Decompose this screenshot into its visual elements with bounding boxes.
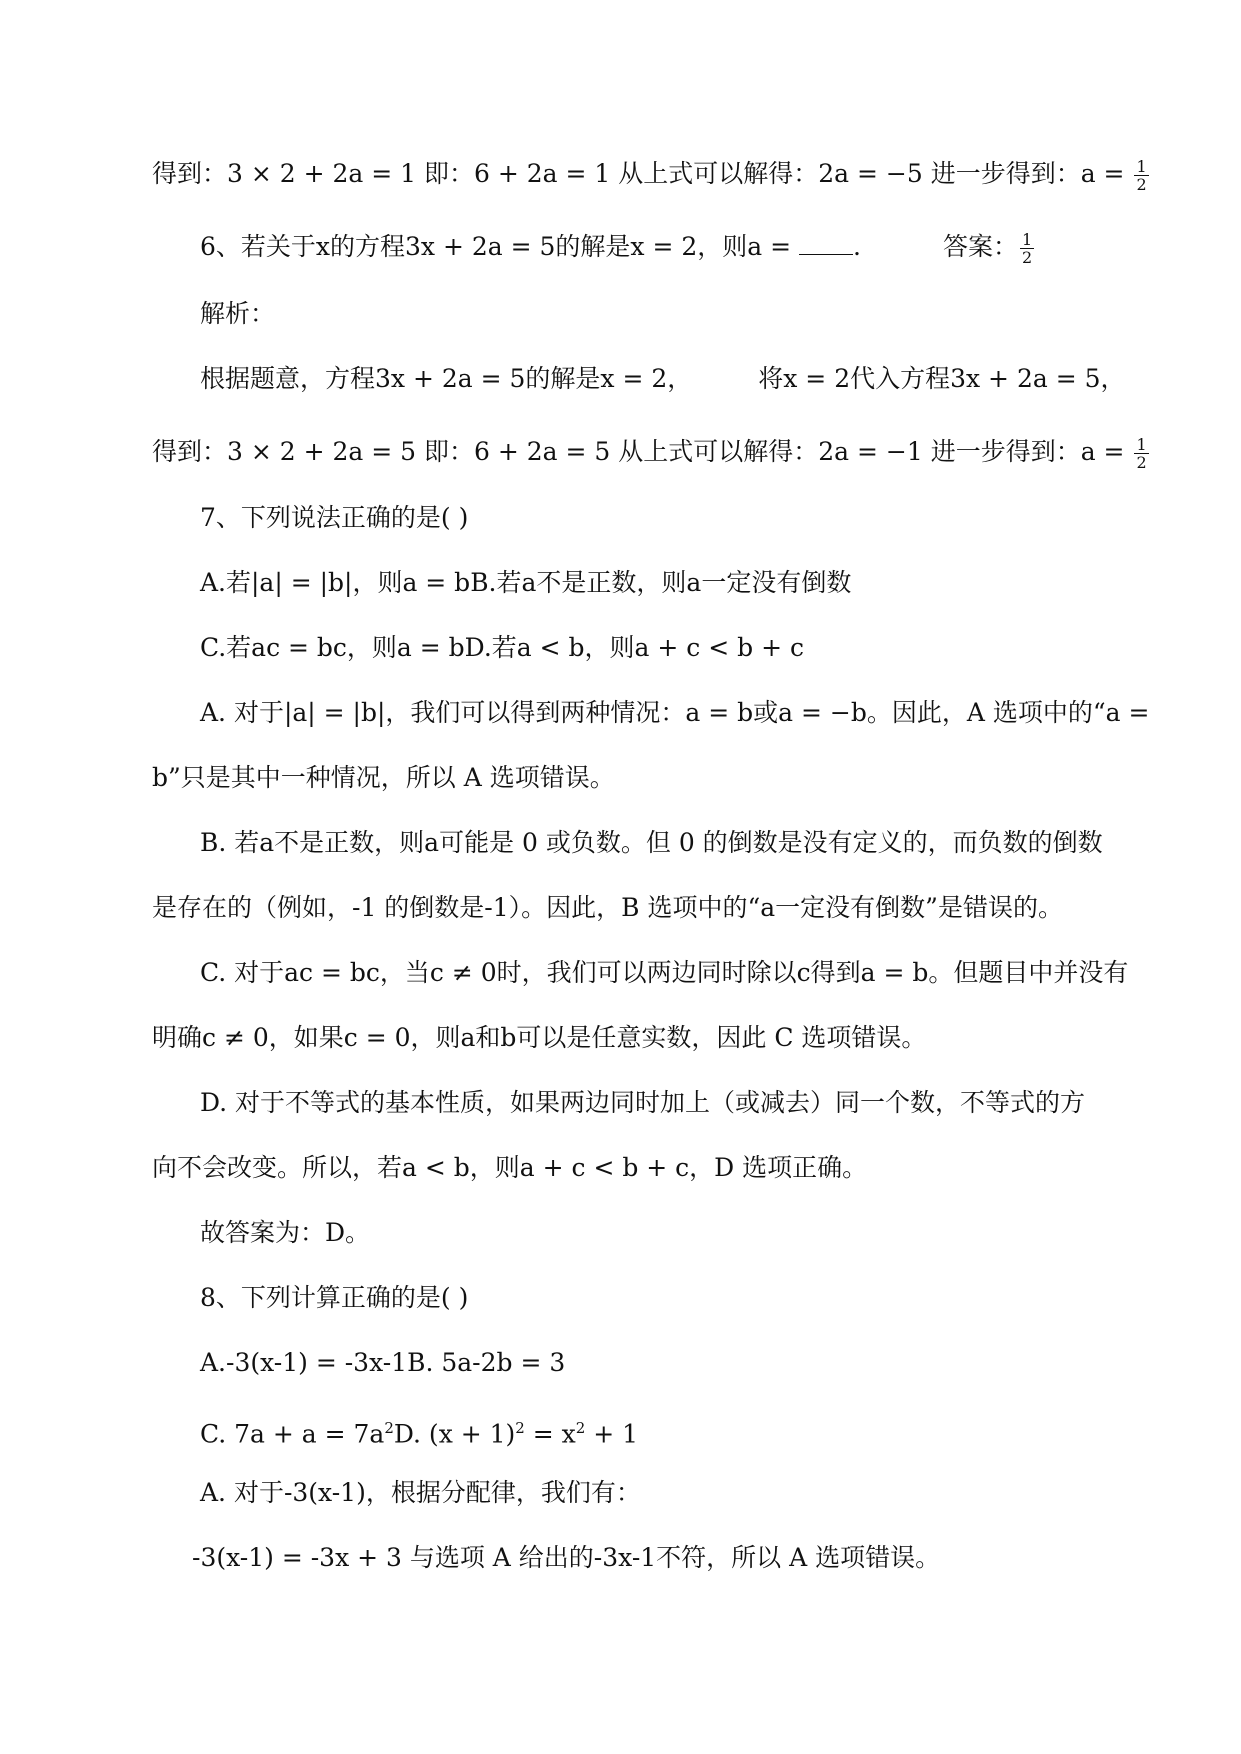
option-line	[0, 1408, 1241, 1448]
line-text: A. 对于|a| = |b|，我们可以得到两种情况：a = b或a = −b。因此，A 选项中的“a =	[200, 698, 1150, 727]
line-text: b”只是其中一种情况，所以 A 选项错误。	[152, 763, 615, 792]
line-text: D. (x + 1)	[393, 1419, 516, 1449]
question-7	[0, 498, 1241, 538]
text-line	[0, 758, 1241, 798]
line-text: 根据题意，方程3x + 2a = 5的解是x = 2，	[200, 364, 693, 393]
question-6	[0, 227, 1241, 267]
fraction-denominator: 2	[1021, 248, 1033, 267]
answer-label: 答案：	[942, 232, 1018, 261]
text-line	[0, 1473, 1241, 1513]
line-text: 故答案为：D。	[200, 1218, 371, 1247]
line-text: 明确c ≠ 0，如果c = 0，则a和b可以是任意实数，因此 C 选项错误。	[152, 1023, 927, 1052]
answer-line	[0, 1213, 1241, 1253]
text-line	[0, 1083, 1241, 1123]
fraction	[1020, 231, 1034, 266]
fraction-numerator: 1	[1136, 157, 1147, 176]
line-text: -3(x-1) = -3x + 3 与选项 A 给出的-3x-1不符，所以 A 选项错误。	[192, 1543, 941, 1572]
equation-text: 得到：3 × 2 + 2a = 1 即：6 + 2a = 1 从上式可以解得：2a = −5 进一步得到：a =	[152, 159, 1133, 188]
line-text: C. 7a + a = 7a	[200, 1419, 385, 1449]
line-text: = x	[524, 1419, 576, 1449]
line-text: A.-3(x-1) = -3x-1B. 5a-2b = 3	[200, 1348, 566, 1377]
line-text: C.若ac = bc，则a = bD.若a < b，则a + c < b + c	[200, 633, 804, 662]
question-text: 6、若关于x的方程3x + 2a = 5的解是x = 2，则a =	[200, 232, 800, 261]
fraction-denominator: 2	[1136, 175, 1147, 194]
text-line	[0, 359, 1241, 399]
analysis-label	[0, 294, 1241, 334]
line-text: A.若|a| = |b|，则a = bB.若a不是正数，则a一定没有倒数	[200, 568, 852, 597]
option-line	[0, 563, 1241, 603]
fraction	[1134, 158, 1148, 193]
superscript: 2	[575, 1419, 586, 1437]
text-line	[0, 1018, 1241, 1058]
period: .	[853, 232, 861, 261]
line-text: 解析：	[200, 299, 276, 328]
line-text: 将x = 2代入方程3x + 2a = 5，	[758, 364, 1126, 393]
superscript: 2	[384, 1419, 394, 1437]
text-line	[0, 888, 1241, 928]
line-text: B. 若a不是正数，则a可能是 0 或负数。但 0 的倒数是没有定义的，而负数的倒数	[200, 828, 1103, 857]
fraction	[1134, 436, 1148, 471]
equation-text: 得到：3 × 2 + 2a = 5 即：6 + 2a = 5 从上式可以解得：2a = −1 进一步得到：a =	[152, 437, 1133, 466]
answer-blank	[799, 253, 853, 255]
question-8	[0, 1278, 1241, 1318]
fraction-denominator: 2	[1136, 453, 1147, 472]
fraction-numerator: 1	[1136, 435, 1147, 454]
text-line	[0, 154, 1241, 194]
line-text: + 1	[585, 1419, 639, 1449]
text-line	[0, 1538, 1241, 1578]
text-line	[0, 693, 1241, 733]
superscript: 2	[515, 1419, 525, 1437]
option-line	[0, 628, 1241, 668]
line-text: A. 对于-3(x-1)，根据分配律，我们有：	[200, 1478, 641, 1507]
line-text: 8、下列计算正确的是( )	[200, 1283, 469, 1312]
option-line	[0, 1343, 1241, 1383]
line-text: C. 对于ac = bc，当c ≠ 0时，我们可以两边同时除以c得到a = b。但题目中并没有	[200, 958, 1129, 987]
text-line	[0, 823, 1241, 863]
line-text: 是存在的（例如，-1 的倒数是-1）。因此，B 选项中的“a一定没有倒数”是错误的。	[152, 893, 1063, 922]
line-text: 7、下列说法正确的是( )	[200, 503, 469, 532]
line-text: 向不会改变。所以，若a < b，则a + c < b + c，D 选项正确。	[152, 1153, 868, 1182]
fraction-numerator: 1	[1021, 230, 1033, 249]
text-line	[0, 953, 1241, 993]
text-line	[0, 432, 1241, 472]
line-text: D. 对于不等式的基本性质，如果两边同时加上（或减去）同一个数，不等式的方	[200, 1088, 1086, 1117]
text-line	[0, 1148, 1241, 1188]
